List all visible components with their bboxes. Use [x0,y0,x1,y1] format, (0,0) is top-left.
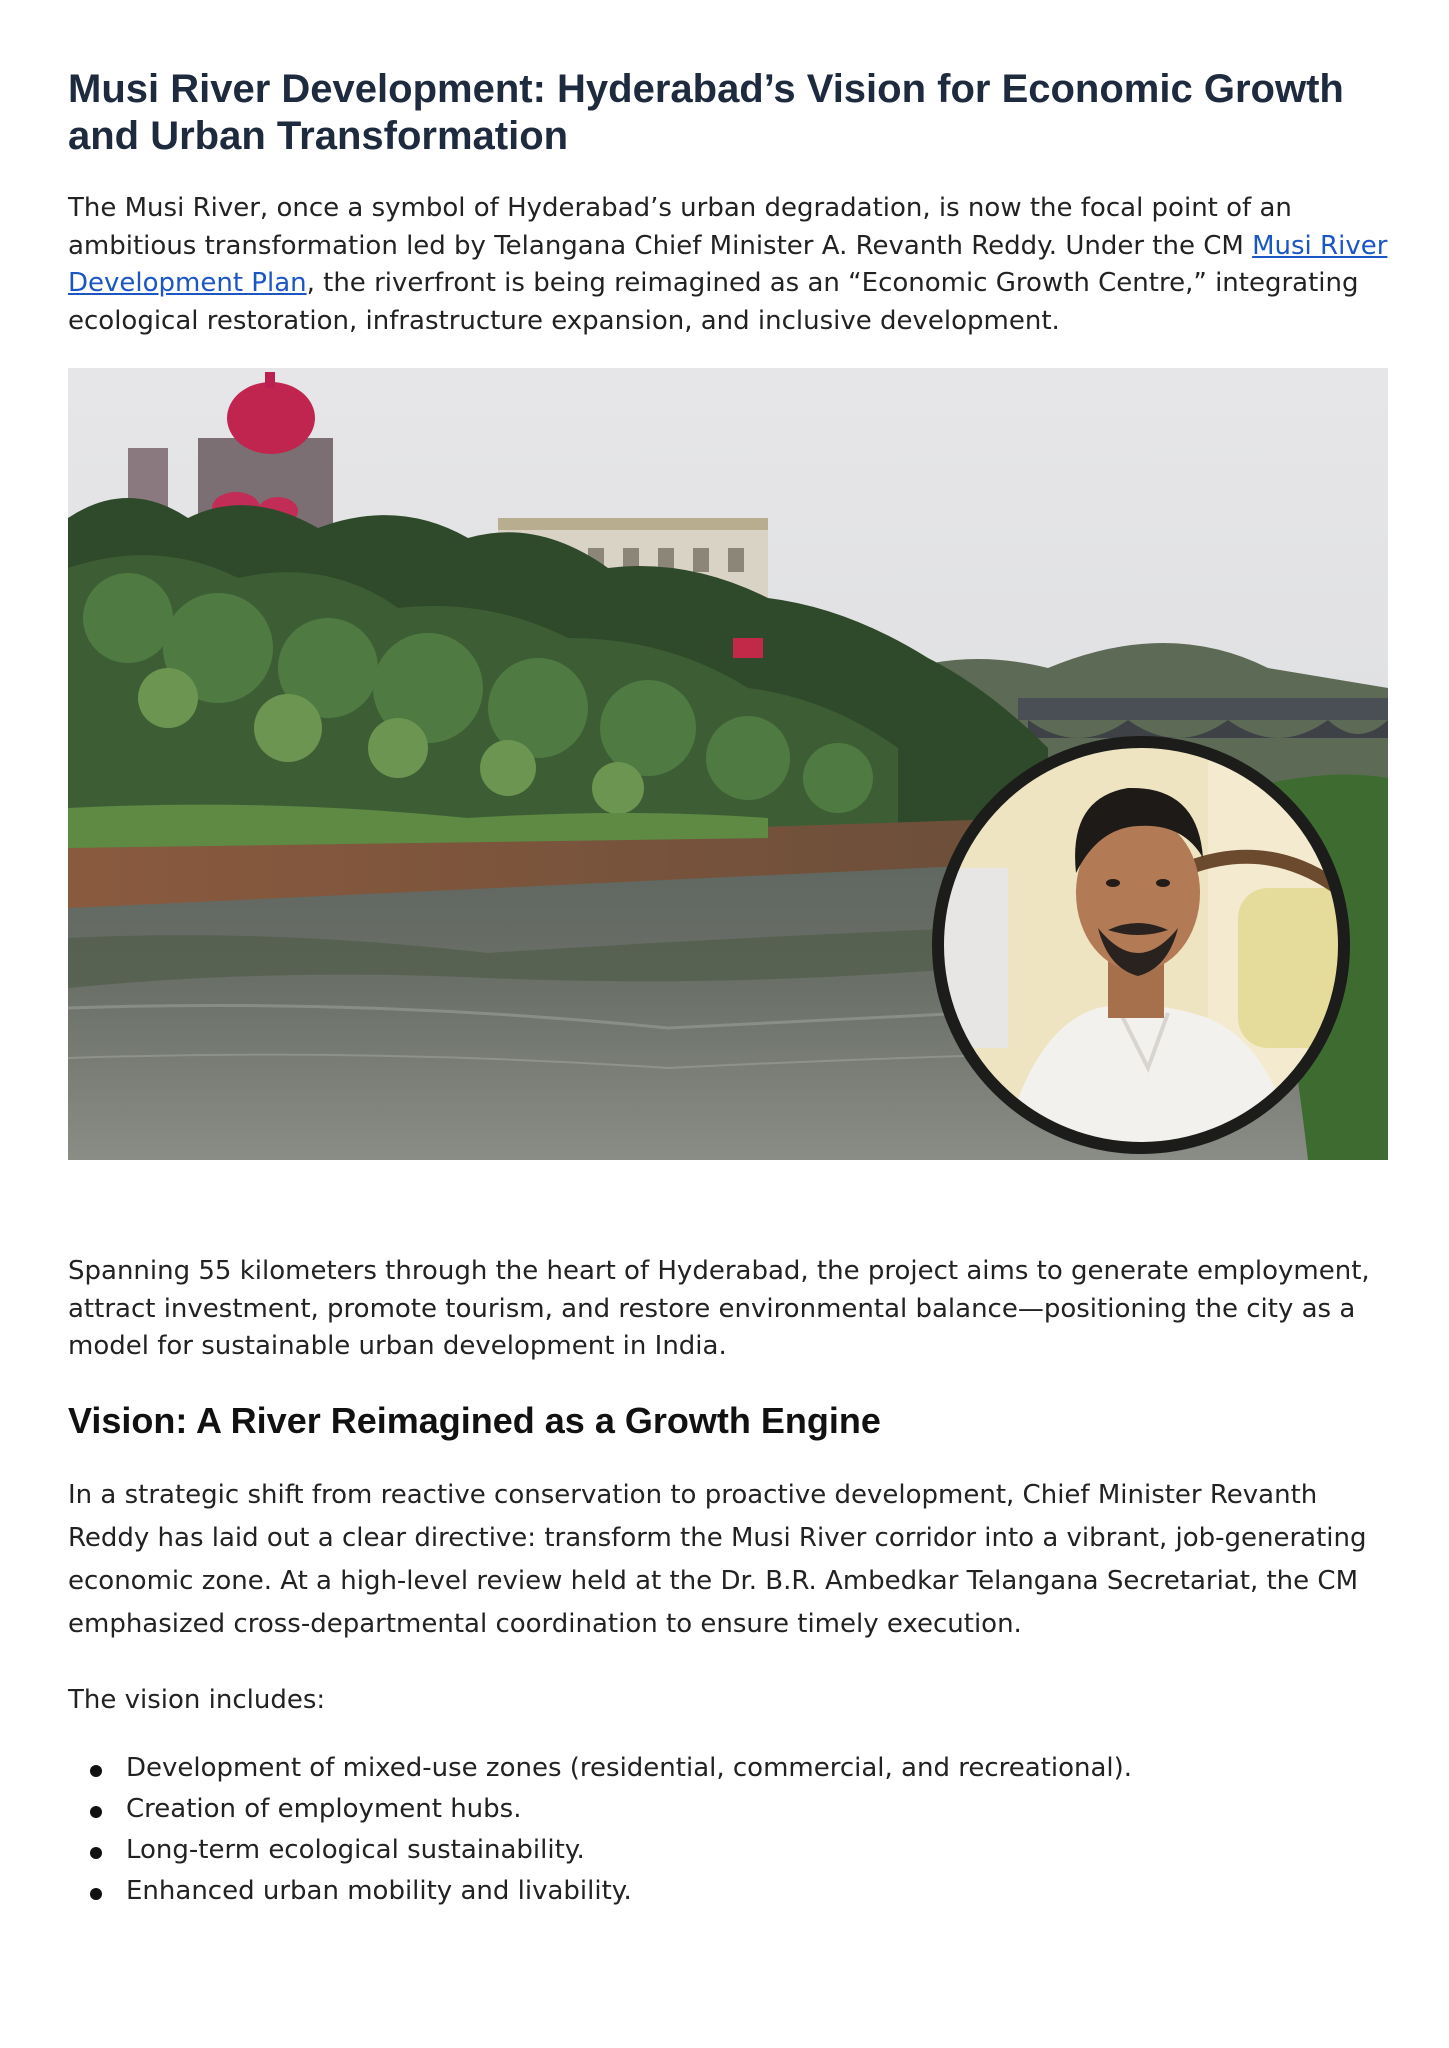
list-item [68,1830,1388,1871]
vision-heading: Vision: A River Reimagined as a Growth Engine [68,1400,881,1441]
bullet-icon [90,1847,102,1859]
article-title: Musi River Development: Hyderabad’s Vision for Economic Growth and Urban Transformation [68,67,1344,158]
intro-text-after-link: , the riverfront is being reimagined as an “Economic Growth Centre,” integrating ecological restoration, infrastructure expansion, and inclusive development. [68,268,1359,336]
list-item-text: Enhanced urban mobility and livability. [126,1876,632,1906]
spanning-paragraph: Spanning 55 kilometers through the heart of Hyderabad, the project aims to generate employment, attract investment, promote tourism, and restore environmental balance—positioning the city as a model for sustainable urban development in India. [68,1256,1370,1361]
list-item-text: Long-term ecological sustainability. [126,1835,585,1865]
list-item [68,1789,1388,1830]
list-item-text: Creation of employment hubs. [126,1794,522,1824]
list-item [68,1871,1388,1912]
vision-list [68,1748,1388,1912]
bullet-icon [90,1806,102,1818]
bullet-icon [90,1888,102,1900]
vision-paragraph: In a strategic shift from reactive conservation to proactive development, Chief Minister Revanth Reddy has laid out a clear directive: transform the Musi River corridor into a vibrant, job-generating economic zone. At a high-level review held at the Dr. B.R. Ambedkar Telangana Secretariat, the CM emphasized cross-departmental coordination to ensure timely execution. [68,1480,1367,1639]
intro-paragraph [68,190,1398,340]
list-item-text: Development of mixed-use zones (residential, commercial, and recreational). [126,1753,1133,1783]
hero-image [68,368,1388,1160]
intro-text-before-link: The Musi River, once a symbol of Hyderabad’s urban degradation, is now the focal point of an ambitious transformation led by Telangana Chief Minister A. Revanth Reddy. Under the CM [68,193,1292,261]
vision-list-lead: The vision includes: [68,1685,326,1715]
bullet-icon [90,1765,102,1777]
list-item [68,1748,1388,1789]
musi-river-development-plan-link[interactable]: Musi River Development Plan [68,230,1388,298]
